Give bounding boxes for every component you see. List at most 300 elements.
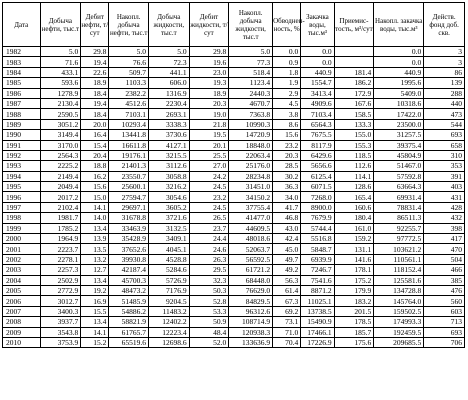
table-cell: 7675.5 (301, 130, 334, 140)
table-row (3, 67, 465, 77)
table-cell: 466 (424, 265, 465, 275)
table-row (3, 275, 465, 285)
table-cell (334, 57, 374, 67)
table-cell: 48473.2 (109, 285, 149, 295)
table-cell: 145764.0 (374, 296, 424, 306)
table-cell: 175.2 (334, 275, 374, 285)
table-cell: 398 (424, 223, 465, 233)
table-cell: 1995.6 (374, 78, 424, 88)
table-cell: 118.5 (334, 150, 374, 160)
row-year-cell: 1982 (3, 47, 41, 57)
table-cell: 108714.9 (229, 317, 273, 327)
table-cell: 128.6 (334, 182, 374, 192)
row-year-cell: 2007 (3, 306, 41, 316)
table-cell: 2693.1 (148, 109, 189, 119)
table-cell: 8900.0 (301, 202, 334, 212)
table-cell: 2590.5 (40, 109, 81, 119)
table-cell: 26.5 (189, 213, 229, 223)
table-cell: 1.8 (273, 67, 301, 77)
table-cell: 504 (424, 254, 465, 264)
table-cell: 165.4 (334, 192, 374, 202)
table-cell: 7246.7 (301, 265, 334, 275)
table-cell: 209685.5 (374, 337, 424, 347)
table-cell: 167.6 (334, 98, 374, 108)
table-cell: 3216.2 (148, 182, 189, 192)
table-cell: 158.5 (334, 109, 374, 119)
column-header-4: Накопл. добыча нефти, тыс.т (109, 3, 149, 47)
column-header-5: Добыча жидкости, тыс.т (148, 3, 189, 47)
table-cell: 39930.8 (109, 254, 149, 264)
table-cell: 114.1 (334, 171, 374, 181)
table-cell: 13738.5 (301, 306, 334, 316)
table-cell: 181.4 (334, 67, 374, 77)
table-cell: 433.1 (40, 67, 81, 77)
table-row (3, 150, 465, 160)
table-cell: 13.2 (81, 254, 109, 264)
table-cell: 3 (424, 57, 465, 67)
table-cell: 7103.4 (301, 109, 334, 119)
table-cell: 13441.8 (109, 130, 149, 140)
table-cell: 51485.9 (109, 296, 149, 306)
table-row (3, 88, 465, 98)
table-cell: 7176.9 (148, 285, 189, 295)
table-cell: 1964.9 (40, 234, 81, 244)
table-cell: 288 (424, 88, 465, 98)
table-cell: 432 (424, 213, 465, 223)
table-cell: 7103.1 (109, 109, 149, 119)
table-cell: 5409.0 (374, 88, 424, 98)
table-cell: 17466.1 (301, 327, 334, 337)
table-cell: 15.5 (81, 306, 109, 316)
table-cell: 440 (424, 98, 465, 108)
table-cell: 155.0 (334, 130, 374, 140)
table-cell: 159502.5 (374, 306, 424, 316)
column-header-7: Накопл. добыча жидкости, тыс.т (229, 3, 273, 47)
table-row (3, 192, 465, 202)
table-cell: 0.0 (273, 47, 301, 57)
table-cell: 6125.4 (301, 171, 334, 181)
table-cell: 160.6 (334, 202, 374, 212)
table-cell: 3721.6 (148, 213, 189, 223)
table-cell: 15.6 (273, 130, 301, 140)
table-cell: 33463.9 (109, 223, 149, 233)
table-cell: 186.2 (334, 78, 374, 88)
table-cell: 41.7 (273, 202, 301, 212)
table-cell: 8117.9 (301, 140, 334, 150)
table-cell: 693 (424, 327, 465, 337)
table-cell: 13.4 (81, 317, 109, 327)
table-cell: 428 (424, 202, 465, 212)
table-cell: 5284.6 (148, 265, 189, 275)
table-cell: 5726.9 (148, 275, 189, 285)
table-cell: 69.2 (273, 306, 301, 316)
table-cell: 7363.8 (229, 109, 273, 119)
table-cell: 175.6 (334, 337, 374, 347)
table-cell: 23.2 (189, 192, 229, 202)
table-cell: 25.5 (189, 150, 229, 160)
table-cell: 133636.9 (229, 337, 273, 347)
table-row (3, 140, 465, 150)
table-cell: 23.2 (273, 140, 301, 150)
table-cell: 45700.3 (109, 275, 149, 285)
table-cell: 31257.5 (374, 130, 424, 140)
table-row (3, 161, 465, 171)
table-cell: 50.9 (189, 317, 229, 327)
table-cell: 201.5 (334, 306, 374, 316)
table-cell: 3149.4 (40, 130, 81, 140)
table-cell: 3132.5 (148, 223, 189, 233)
table-cell: 2230.4 (148, 98, 189, 108)
table-cell: 19.0 (189, 109, 229, 119)
table-cell: 476 (424, 285, 465, 295)
table-cell: 18848.0 (229, 140, 273, 150)
column-header-8: Обводнен-ность, % (273, 3, 301, 47)
table-cell: 112.6 (334, 161, 374, 171)
table-cell: 23550.7 (109, 171, 149, 181)
table-cell: 20.4 (81, 150, 109, 160)
table-cell: 35428.9 (109, 234, 149, 244)
column-header-1: Дата (3, 3, 41, 47)
table-cell: 48018.6 (229, 234, 273, 244)
table-cell: 86 (424, 67, 465, 77)
table-cell: 25176.0 (229, 161, 273, 171)
table-cell: 4909.6 (301, 98, 334, 108)
table-cell: 2278.1 (40, 254, 81, 264)
table-cell: 96312.6 (229, 306, 273, 316)
table-cell: 20.3 (189, 98, 229, 108)
row-year-cell: 1985 (3, 78, 41, 88)
table-cell: 16611.8 (109, 140, 149, 150)
table-row (3, 337, 465, 347)
column-header-11: Накопл. закачка воды, тыс.м³ (374, 3, 424, 47)
table-cell: 12.7 (81, 265, 109, 275)
table-cell: 23500.0 (374, 119, 424, 129)
table-cell: 29.5 (189, 265, 229, 275)
table-cell: 3400.3 (40, 306, 81, 316)
table-cell: 56.3 (273, 275, 301, 285)
table-cell: 68448.0 (229, 275, 273, 285)
table-cell: 3 (424, 47, 465, 57)
table-row (3, 47, 465, 57)
table-cell: 18.9 (81, 78, 109, 88)
table-cell: 518.4 (229, 67, 273, 77)
row-year-cell: 1996 (3, 192, 41, 202)
table-cell: 178.1 (334, 265, 374, 275)
table-cell: 2382.2 (109, 88, 149, 98)
table-cell: 53.3 (189, 306, 229, 316)
table-cell: 19.2 (81, 285, 109, 295)
table-cell: 118152.4 (374, 265, 424, 275)
table-cell: 6071.5 (301, 182, 334, 192)
table-cell: 3413.4 (301, 88, 334, 98)
table-cell: 658 (424, 140, 465, 150)
table-cell: 21.8 (189, 119, 229, 129)
table-cell: 24.2 (189, 171, 229, 181)
table-cell: 5.0 (148, 47, 189, 57)
table-cell: 25600.1 (109, 182, 149, 192)
table-row (3, 202, 465, 212)
table-cell: 3051.2 (40, 119, 81, 129)
table-cell: 54886.2 (109, 306, 149, 316)
table-cell: 29.8 (81, 47, 109, 57)
row-year-cell: 1983 (3, 57, 41, 67)
production-data-table (2, 2, 465, 348)
table-cell: 26.3 (189, 254, 229, 264)
table-cell: 5656.6 (301, 161, 334, 171)
table-cell: 139 (424, 78, 465, 88)
table-cell: 24.6 (189, 244, 229, 254)
table-cell: 125581.6 (374, 275, 424, 285)
table-cell: 4045.1 (148, 244, 189, 254)
table-cell: 18.4 (81, 88, 109, 98)
table-cell: 14.1 (81, 327, 109, 337)
table-cell: 37755.4 (229, 202, 273, 212)
table-cell: 31451.0 (229, 182, 273, 192)
table-cell: 131.1 (334, 244, 374, 254)
table-cell: 42187.4 (109, 265, 149, 275)
table-cell: 9204.5 (148, 296, 189, 306)
table-row (3, 182, 465, 192)
table-cell: 15.2 (81, 337, 109, 347)
column-header-2: Добыча нефти, тыс.т (40, 3, 81, 47)
table-cell: 18.9 (189, 88, 229, 98)
table-cell: 22.6 (81, 67, 109, 77)
table-cell: 46.8 (273, 213, 301, 223)
table-cell: 8871.2 (301, 285, 334, 295)
table-cell: 12402.2 (148, 317, 189, 327)
table-cell: 43.0 (273, 223, 301, 233)
table-cell: 509.7 (109, 67, 149, 77)
column-header-9: Закачка воды, тыс.м³ (301, 3, 334, 47)
table-cell: 78831.4 (374, 202, 424, 212)
table-cell: 42.4 (273, 234, 301, 244)
table-cell: 34150.2 (229, 192, 273, 202)
row-year-cell: 2002 (3, 254, 41, 264)
table-cell: 92255.7 (374, 223, 424, 233)
table-cell: 6564.3 (301, 119, 334, 129)
table-cell: 473 (424, 109, 465, 119)
table-cell: 7541.6 (301, 275, 334, 285)
table-cell: 13.4 (81, 275, 109, 285)
table-header-row (3, 3, 465, 47)
table-cell: 21401.3 (109, 161, 149, 171)
table-cell: 52063.7 (229, 244, 273, 254)
table-cell: 20.1 (189, 140, 229, 150)
table-cell: 12223.4 (148, 327, 189, 337)
table-row (3, 98, 465, 108)
table-cell: 693 (424, 130, 465, 140)
table-cell: 19.5 (189, 130, 229, 140)
table-row (3, 285, 465, 295)
table-cell: 1.9 (273, 78, 301, 88)
table-row (3, 254, 465, 264)
table-cell: 1103.3 (109, 78, 149, 88)
table-cell: 6939.9 (301, 254, 334, 264)
table-cell: 3730.6 (148, 130, 189, 140)
row-year-cell: 1994 (3, 171, 41, 181)
table-body (3, 47, 465, 348)
table-cell: 5744.4 (301, 223, 334, 233)
row-year-cell: 1988 (3, 109, 41, 119)
row-year-cell: 2000 (3, 234, 41, 244)
table-cell: 3012.7 (40, 296, 81, 306)
table-cell: 24.5 (189, 202, 229, 212)
table-cell: 10293.4 (109, 119, 149, 129)
table-cell: 29697.1 (109, 202, 149, 212)
table-cell: 28234.8 (229, 171, 273, 181)
table-cell: 713 (424, 317, 465, 327)
table-cell: 84829.5 (229, 296, 273, 306)
table-cell: 45.0 (273, 244, 301, 254)
table-cell: 14720.9 (229, 130, 273, 140)
table-cell: 5848.7 (301, 244, 334, 254)
table-cell: 8.6 (273, 119, 301, 129)
table-cell: 31678.8 (109, 213, 149, 223)
row-year-cell: 1998 (3, 213, 41, 223)
table-cell: 2017.2 (40, 192, 81, 202)
table-cell: 178.5 (334, 317, 374, 327)
table-cell: 3170.0 (40, 140, 81, 150)
table-cell: 103621.2 (374, 244, 424, 254)
table-cell: 76.6 (109, 57, 149, 67)
table-row (3, 78, 465, 88)
table-cell: 30.2 (273, 171, 301, 181)
table-cell: 403 (424, 182, 465, 192)
table-row (3, 109, 465, 119)
table-cell: 36.3 (273, 182, 301, 192)
table-cell: 141.6 (334, 254, 374, 264)
table-row (3, 171, 465, 181)
row-year-cell: 1991 (3, 140, 41, 150)
table-cell: 16.9 (81, 296, 109, 306)
table-cell: 161.0 (334, 223, 374, 233)
table-cell (334, 47, 374, 57)
table-cell: 120938.3 (229, 327, 273, 337)
table-cell: 0.0 (374, 57, 424, 67)
table-cell: 24.4 (189, 234, 229, 244)
table-cell: 37652.6 (109, 244, 149, 254)
row-year-cell: 2010 (3, 337, 41, 347)
column-header-3: Дебит нефти, т/сут (81, 3, 109, 47)
table-cell: 2149.4 (40, 171, 81, 181)
table-cell: 27.0 (189, 161, 229, 171)
table-cell: 19.3 (189, 78, 229, 88)
table-cell: 183.2 (334, 296, 374, 306)
table-cell: 52.0 (189, 337, 229, 347)
row-year-cell: 1999 (3, 223, 41, 233)
table-row (3, 327, 465, 337)
table-cell: 3054.6 (148, 192, 189, 202)
table-cell: 440.9 (301, 67, 334, 77)
table-cell: 15.6 (81, 182, 109, 192)
table-cell: 560 (424, 296, 465, 306)
table-cell: 0.9 (273, 57, 301, 67)
table-cell: 0.0 (301, 57, 334, 67)
table-cell: 29.8 (189, 47, 229, 57)
row-year-cell: 1993 (3, 161, 41, 171)
table-cell: 32.3 (189, 275, 229, 285)
table-cell: 23.7 (189, 223, 229, 233)
table-cell: 39375.4 (374, 140, 424, 150)
table-row (3, 119, 465, 129)
table-cell: 10318.6 (374, 98, 424, 108)
table-cell: 3215.5 (148, 150, 189, 160)
table-cell: 1981.7 (40, 213, 81, 223)
table-cell: 28.5 (273, 161, 301, 171)
table-cell: 23.0 (189, 67, 229, 77)
table-cell: 15.4 (81, 140, 109, 150)
table-cell: 71.0 (273, 327, 301, 337)
table-cell: 3058.8 (148, 171, 189, 181)
table-cell: 155.3 (334, 140, 374, 150)
table-cell: 174993.3 (374, 317, 424, 327)
table-cell: 11483.2 (148, 306, 189, 316)
table-cell: 12698.6 (148, 337, 189, 347)
row-year-cell: 1995 (3, 182, 41, 192)
table-cell: 310 (424, 150, 465, 160)
table-cell: 15.0 (81, 192, 109, 202)
table-cell: 5.0 (40, 47, 81, 57)
table-cell: 2223.7 (40, 244, 81, 254)
table-cell: 7268.0 (301, 192, 334, 202)
table-cell: 19176.1 (109, 150, 149, 160)
row-year-cell: 1986 (3, 88, 41, 98)
table-cell: 61765.7 (109, 327, 149, 337)
table-cell: 13.9 (81, 234, 109, 244)
table-cell: 1316.9 (148, 88, 189, 98)
table-cell: 61.4 (273, 285, 301, 295)
table-row (3, 234, 465, 244)
table-row (3, 317, 465, 327)
table-cell: 7679.9 (301, 213, 334, 223)
table-cell: 3338.3 (148, 119, 189, 129)
table-cell: 34.0 (273, 192, 301, 202)
table-cell: 3.8 (273, 109, 301, 119)
table-cell: 72.3 (148, 57, 189, 67)
table-cell: 0.0 (374, 47, 424, 57)
table-cell: 51467.0 (374, 161, 424, 171)
table-cell: 19.6 (189, 57, 229, 67)
table-cell: 544 (424, 119, 465, 129)
table-row (3, 223, 465, 233)
table-cell: 4127.1 (148, 140, 189, 150)
table-cell: 593.6 (40, 78, 81, 88)
table-cell: 133.3 (334, 119, 374, 129)
table-cell: 385 (424, 275, 465, 285)
table-cell: 77.3 (229, 57, 273, 67)
table-cell: 1278.9 (40, 88, 81, 98)
table-cell: 3753.9 (40, 337, 81, 347)
table-cell: 417 (424, 234, 465, 244)
table-cell: 603 (424, 306, 465, 316)
table-cell: 110561.1 (374, 254, 424, 264)
table-cell: 52.8 (189, 296, 229, 306)
table-cell: 13.5 (81, 244, 109, 254)
table-cell: 4512.6 (109, 98, 149, 108)
table-cell: 50.3 (189, 285, 229, 295)
table-cell: 19.4 (81, 98, 109, 108)
table-cell: 2102.4 (40, 202, 81, 212)
table-cell: 159.2 (334, 234, 374, 244)
row-year-cell: 2006 (3, 296, 41, 306)
table-cell: 185.7 (334, 327, 374, 337)
table-row (3, 306, 465, 316)
table-cell: 49.7 (273, 254, 301, 264)
table-cell: 4.5 (273, 98, 301, 108)
row-year-cell: 1992 (3, 150, 41, 160)
table-row (3, 296, 465, 306)
table-cell: 41477.0 (229, 213, 273, 223)
